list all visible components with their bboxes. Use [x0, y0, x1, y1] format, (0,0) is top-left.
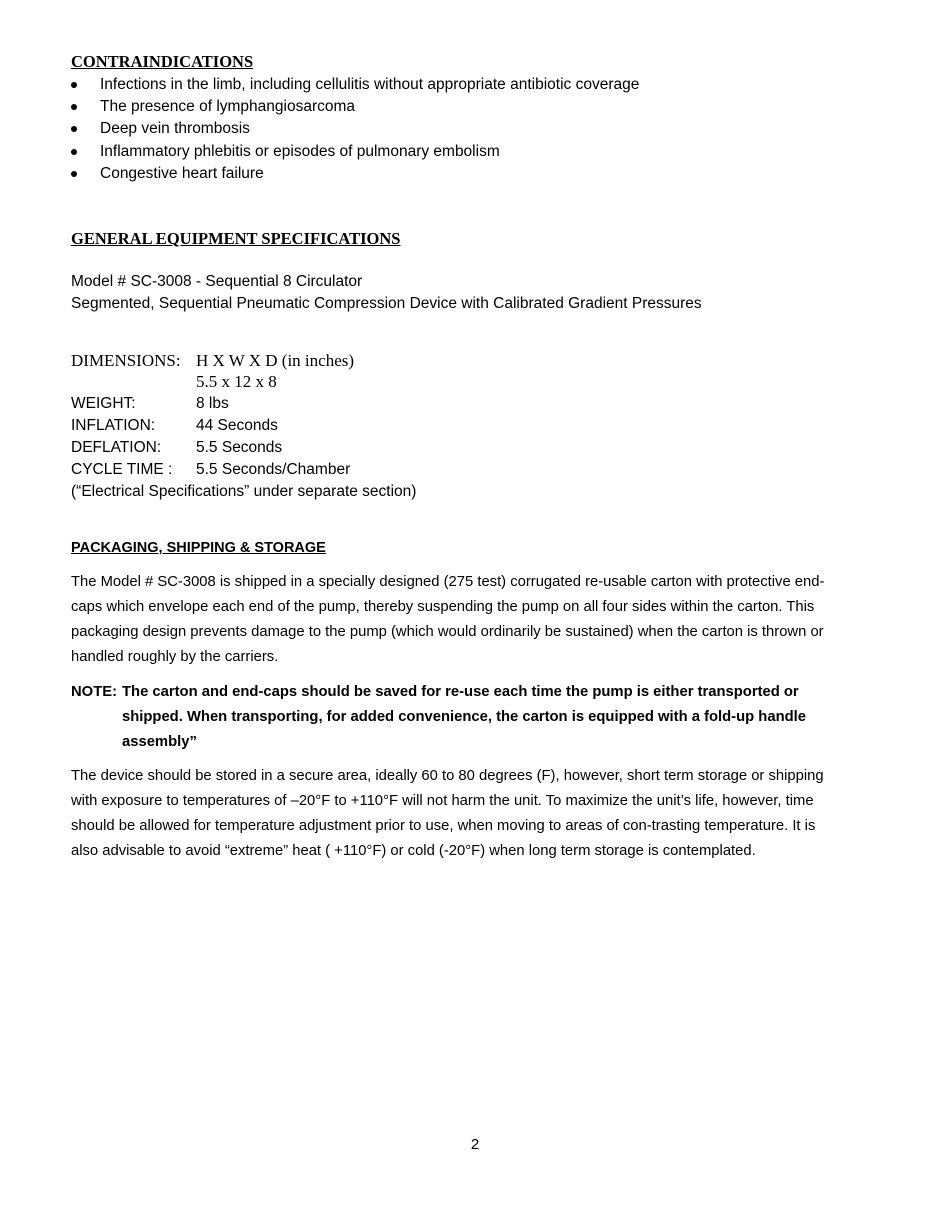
bullet-icon	[71, 171, 77, 177]
spec-value: 5.5 Seconds	[196, 439, 283, 456]
spec-row-deflation	[71, 437, 282, 459]
contraindications-heading: CONTRAINDICATIONS	[71, 52, 254, 71]
list-item	[71, 96, 639, 118]
list-item-text: The presence of lymphangiosarcoma	[100, 98, 356, 116]
spec-label: INFLATION:	[71, 417, 156, 434]
spec-value: 8 lbs	[196, 395, 229, 412]
device-description: Segmented, Sequential Pneumatic Compression Device with Calibrated Gradient Pressures	[71, 295, 702, 312]
bullet-icon	[71, 82, 77, 88]
bullet-icon	[71, 149, 77, 155]
list-item-text: Deep vein thrombosis	[100, 120, 250, 138]
note-body: The carton and end-caps should be saved for re-use each time the pump is either transported or shipped. When transporting, for added convenience, the carton is equipped with a fold-up handle assembly”	[122, 684, 806, 750]
dimensions-label: DIMENSIONS:	[71, 351, 181, 370]
dimensions-value-row	[71, 371, 277, 393]
note-label: NOTE:	[71, 684, 118, 700]
list-item	[71, 141, 639, 163]
spec-value: 5.5 Seconds/Chamber	[196, 461, 351, 478]
contraindications-list	[71, 74, 639, 185]
packaging-note	[71, 680, 841, 755]
list-item-text: Inflammatory phlebitis or episodes of pulmonary embolism	[100, 142, 500, 160]
storage-paragraph: The device should be stored in a secure area, ideally 60 to 80 degrees (F), however, short term storage or shipping with exposure to temperatures of –20°F to +110°F will not harm the unit. To maximize the unit’s life, however, time should be allowed for temperature adjustment prior to use, when moving to areas of con-trasting temperature. It is also advisable to avoid “extreme” heat ( +110°F) or cold (-20°F) when long term storage is contemplated.	[71, 768, 824, 859]
specifications-heading: GENERAL EQUIPMENT SPECIFICATIONS	[71, 229, 401, 248]
list-item	[71, 163, 639, 185]
bullet-icon	[71, 104, 77, 110]
spec-row-inflation	[71, 415, 278, 437]
packaging-heading: PACKAGING, SHIPPING & STORAGE	[71, 540, 326, 556]
dimensions-value: 5.5 x 12 x 8	[196, 372, 277, 391]
list-item	[71, 118, 639, 140]
spec-row-cycle-time	[71, 459, 350, 481]
packaging-paragraph: The Model # SC-3008 is shipped in a specially designed (275 test) corrugated re-usable carton with protective end-caps which envelope each end of the pump, thereby suspending the pump on all four sides within the carton. This packaging design prevents damage to the pump (which would ordinarily be sustained) when the carton is thrown or handled roughly by the carriers.	[71, 574, 825, 665]
model-line: Model # SC-3008 - Sequential 8 Circulator	[71, 273, 363, 290]
electrical-note: (“Electrical Specifications” under separate section)	[71, 483, 417, 500]
list-item	[71, 74, 639, 96]
spec-label: DEFLATION:	[71, 439, 162, 456]
spec-value: 44 Seconds	[196, 417, 278, 434]
dimensions-header: H X W X D (in inches)	[196, 351, 355, 370]
page-number: 2	[470, 1136, 480, 1153]
list-item-text: Infections in the limb, including cellulitis without appropriate antibiotic coverage	[100, 76, 640, 93]
spec-label: CYCLE TIME :	[71, 461, 173, 478]
dimensions-row	[71, 350, 354, 372]
spec-label: WEIGHT:	[71, 395, 136, 412]
bullet-icon	[71, 126, 77, 132]
spec-row-weight	[71, 393, 229, 415]
list-item-text: Congestive heart failure	[100, 164, 264, 182]
